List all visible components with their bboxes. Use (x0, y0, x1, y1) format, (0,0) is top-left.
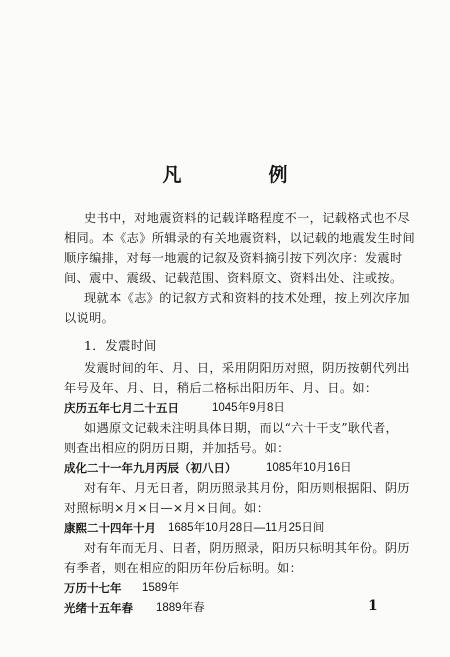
date-example (64, 600, 264, 616)
solar-date: 1045年9月8日 (212, 402, 285, 414)
lunar-date: 康熙二十四年十月 (64, 521, 156, 535)
intro-line: 相同。本《志》所辑录的有关地震资料，以记载的地震发生时间 (64, 231, 416, 245)
body-line: 对照标明×月×日—×月×日间。如： (64, 501, 270, 515)
body-line: 有季者，则在相应的阳历年份后标明。如： (64, 561, 303, 575)
section-heading: 1．发震时间 (84, 338, 157, 353)
intro-line: 以说明。 (64, 311, 115, 325)
body-line: 对有年而无月、日者，阴历照录，阳历只标明其年份。阴历 (84, 541, 410, 555)
intro-line: 顺序编排，对每一地震的记叙及资料摘引按下列次序：发震时 (64, 251, 403, 265)
solar-date: 1889年春 (156, 602, 205, 614)
date-example (64, 400, 364, 416)
solar-date: 1685年10月28日—11月25日间 (168, 522, 325, 534)
lunar-date: 成化二十一年九月丙辰（初八日） (64, 461, 237, 475)
page-number: 1 (368, 598, 378, 614)
lunar-date: 万历十七年 (64, 581, 122, 595)
body-line: 发震时间的年、月、日，采用阴阳历对照，阴历按朝代列出 (84, 361, 410, 375)
intro-line: 间、震中、震级、记载范围、资料原文、资料出处、注或按。 (64, 271, 403, 285)
intro-line: 现就本《志》的记叙方式和资料的技术处理，按上列次序加 (84, 291, 410, 305)
date-example (64, 520, 394, 536)
body-line: 对有年、月无日者，阴历照录其月份，阳历则根据阳、阴历 (84, 481, 410, 495)
solar-date: 1589年 (142, 582, 180, 594)
body-line: 年号及年、月、日，稍后二格标出阳历年、月、日。如： (64, 381, 378, 395)
date-example (64, 460, 394, 476)
lunar-date: 光绪十五年春 (64, 601, 133, 615)
body-line: 则查出相应的阴历日期，并加括号。如： (64, 441, 290, 455)
date-example (64, 580, 264, 596)
page-title: 凡 例 (162, 164, 322, 186)
intro-line: 史书中，对地震资料的记载详略程度不一，记载格式也不尽 (84, 211, 410, 225)
lunar-date: 庆历五年七月二十五日 (64, 401, 179, 415)
solar-date: 1085年10月16日 (266, 462, 352, 474)
body-line: 如遇原文记载未注明具体日期，而以“六十干支”耿代者， (84, 421, 399, 435)
